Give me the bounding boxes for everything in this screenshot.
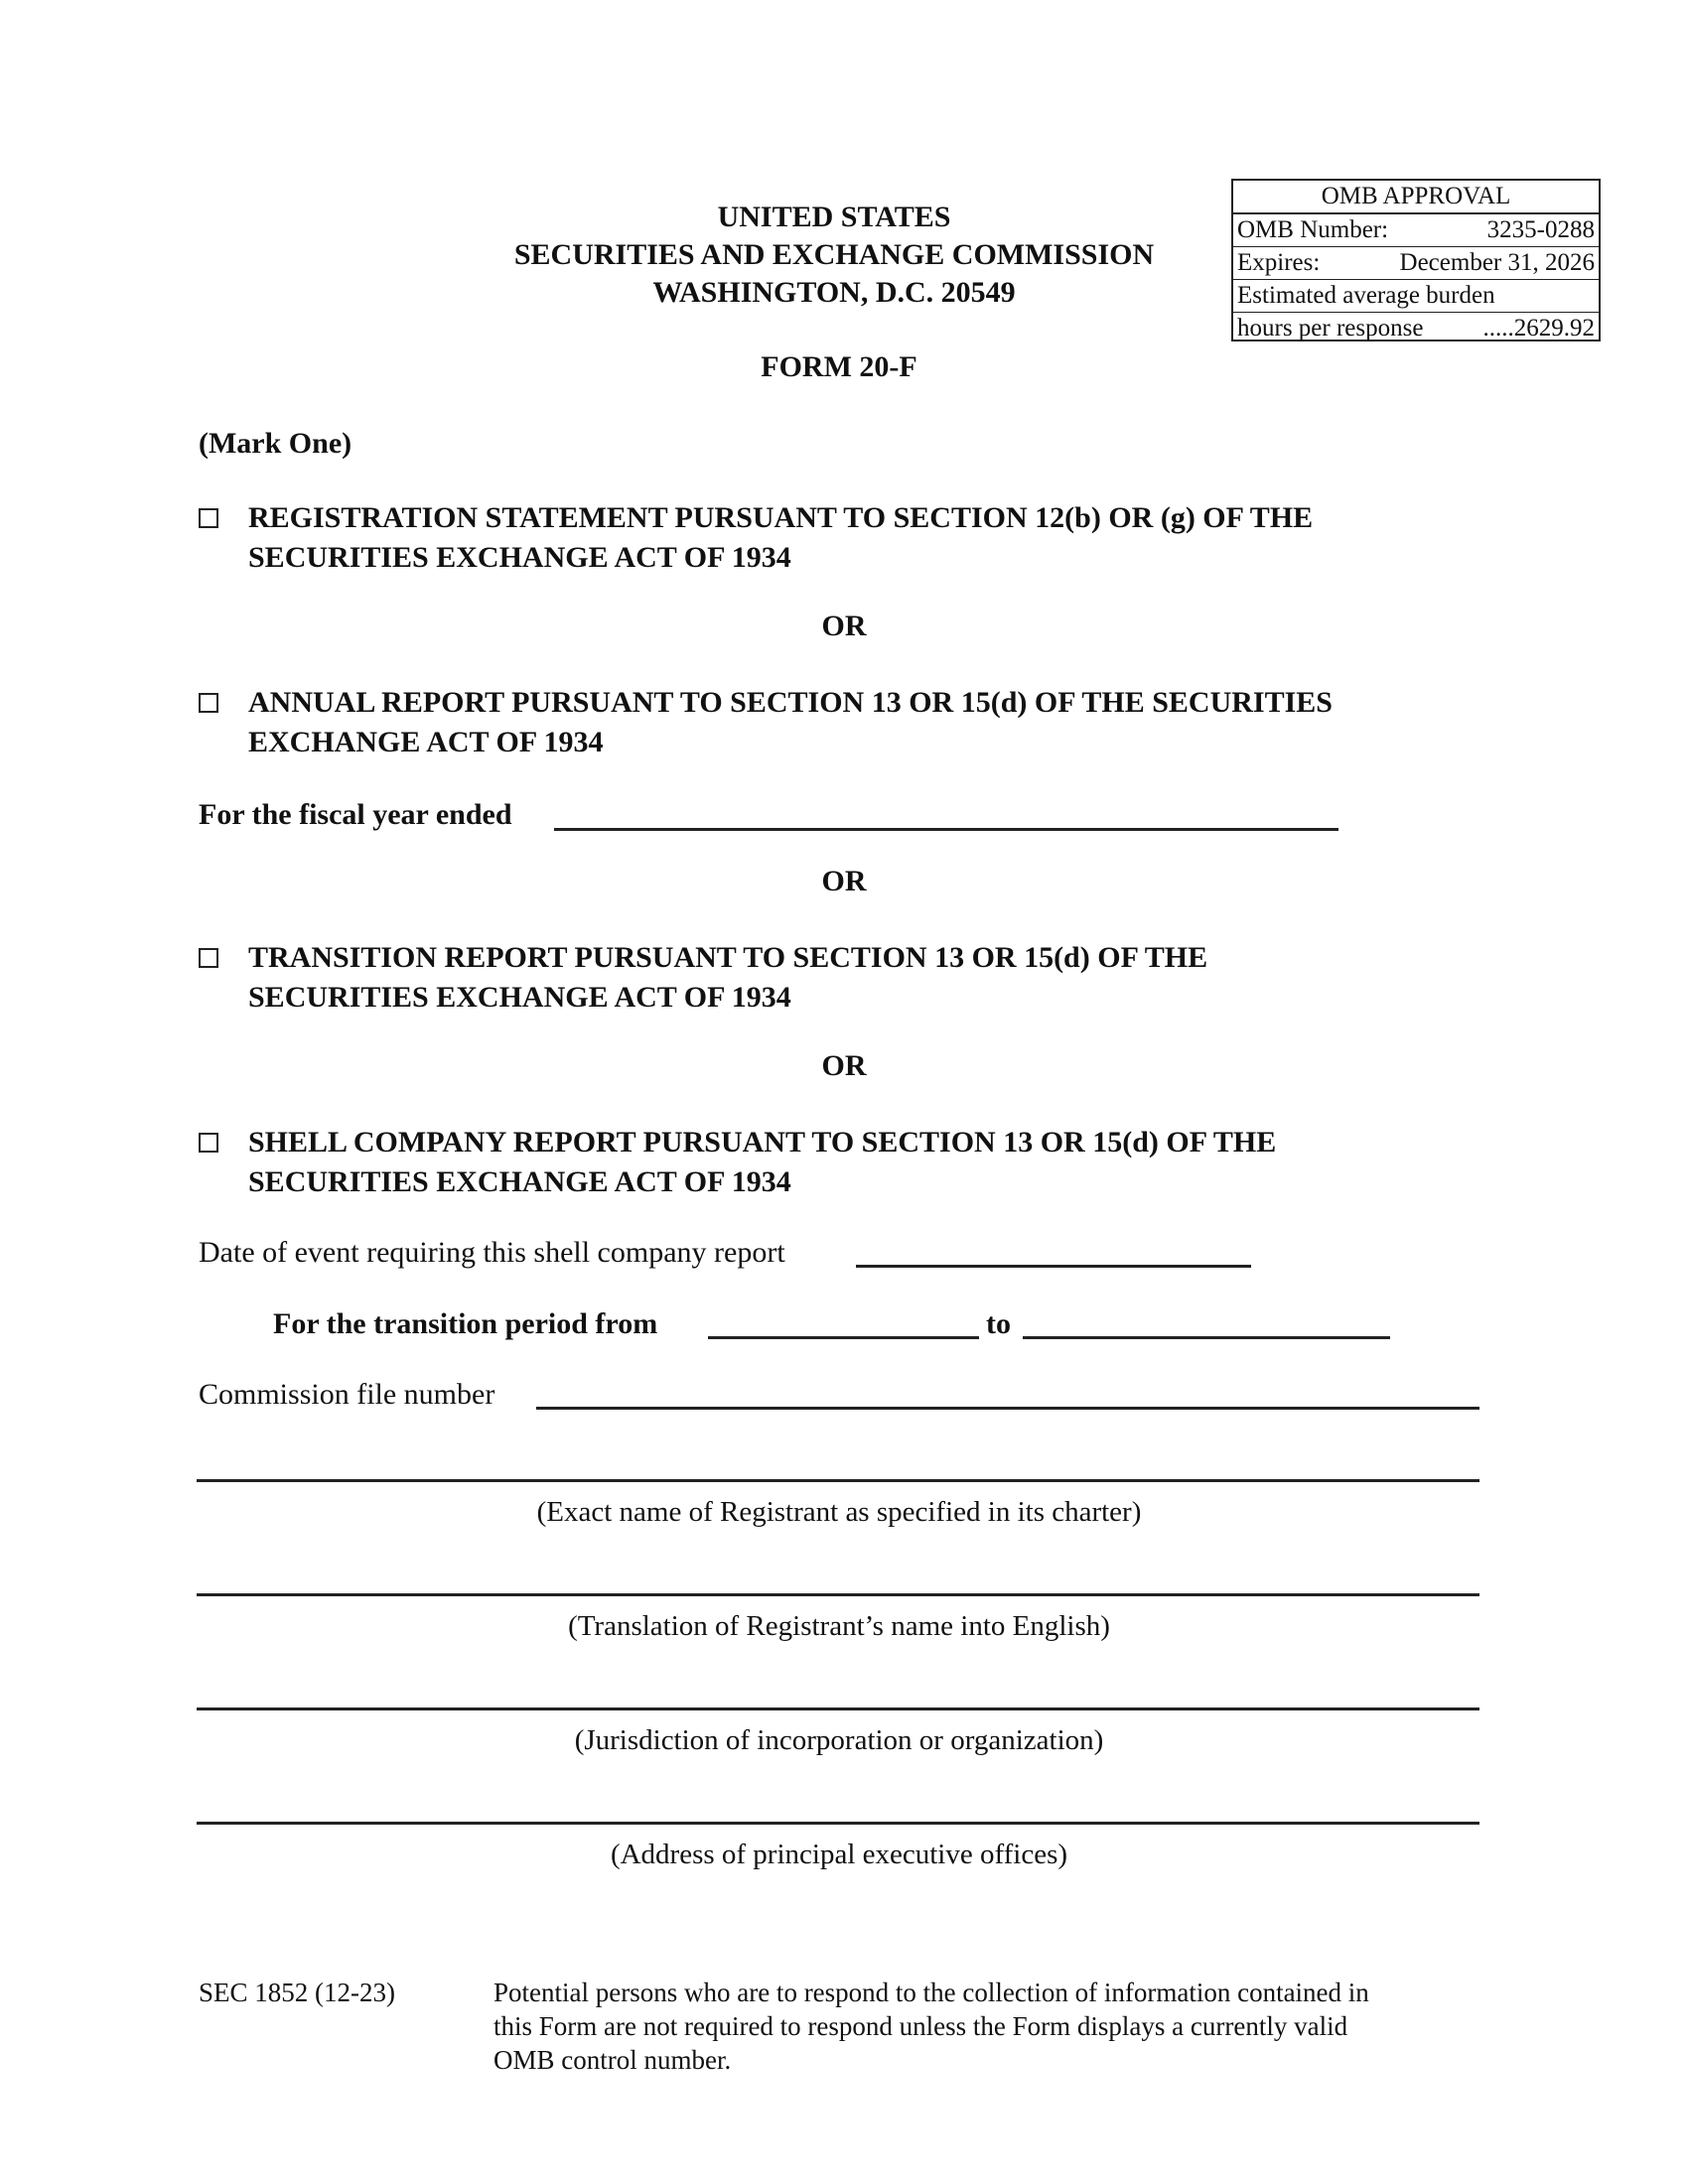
form-code: SEC 1852 (12-23) — [199, 1978, 395, 2007]
or-separator-2: OR — [821, 865, 867, 897]
translation-caption: (Translation of Registrant’s name into English) — [568, 1610, 1110, 1642]
transition-to-label: to — [986, 1307, 1011, 1340]
omb-burden-line2: hours per response — [1237, 315, 1424, 341]
omb-number-label: OMB Number: — [1237, 216, 1389, 243]
omb-notice-line1: Potential persons who are to respond to the collection of information contained in — [493, 1978, 1369, 2007]
or-separator-3: OR — [821, 1049, 867, 1082]
translation-input-line[interactable] — [197, 1593, 1479, 1596]
header-line-3: WASHINGTON, D.C. 20549 — [652, 276, 1016, 309]
mark-one-label: (Mark One) — [199, 427, 352, 460]
checkbox-annual-report[interactable] — [199, 693, 218, 713]
omb-notice-line3: OMB control number. — [493, 2045, 732, 2075]
shell-event-label: Date of event requiring this shell company report — [199, 1236, 785, 1269]
jurisdiction-input-line[interactable] — [197, 1707, 1479, 1710]
omb-burden-row-1 — [1233, 280, 1599, 313]
omb-burden-value-wrap — [1483, 313, 1596, 344]
commission-file-label: Commission file number — [199, 1378, 495, 1411]
omb-expires-label: Expires: — [1237, 249, 1321, 276]
omb-burden-dots: ..... — [1482, 315, 1514, 341]
omb-approval-box — [1231, 179, 1601, 341]
exact-name-caption: (Exact name of Registrant as specified in its charter) — [536, 1496, 1142, 1528]
option-annual-line2: EXCHANGE ACT OF 1934 — [248, 726, 604, 758]
option-shell-company-report[interactable] — [199, 1123, 1529, 1202]
commission-file-input-line[interactable] — [536, 1407, 1479, 1410]
option-annual-line1: ANNUAL REPORT PURSUANT TO SECTION 13 OR 15(d) OF THE SECURITIES — [248, 686, 1333, 719]
address-caption: (Address of principal executive offices) — [610, 1839, 1068, 1870]
omb-burden-line1: Estimated average burden — [1237, 282, 1495, 309]
option-transition-report[interactable] — [199, 938, 1529, 1018]
exact-name-input-line[interactable] — [197, 1479, 1479, 1482]
option-transition-text — [248, 938, 1529, 1018]
shell-event-date-input-line[interactable] — [856, 1265, 1251, 1268]
agency-header — [427, 199, 1241, 312]
omb-expires-row — [1233, 247, 1599, 280]
checkbox-registration[interactable] — [199, 508, 218, 528]
omb-expires-value: December 31, 2026 — [1399, 249, 1595, 276]
fiscal-year-label: For the fiscal year ended — [199, 798, 512, 831]
header-line-1: UNITED STATES — [717, 201, 951, 233]
or-separator-1: OR — [821, 610, 867, 642]
header-line-2: SECURITIES AND EXCHANGE COMMISSION — [513, 238, 1155, 271]
jurisdiction-caption: (Jurisdiction of incorporation or organization) — [574, 1724, 1104, 1756]
option-annual-report[interactable] — [199, 683, 1529, 762]
omb-burden-row-2 — [1233, 313, 1599, 344]
option-registration-statement[interactable] — [199, 498, 1529, 578]
option-shell-line2: SECURITIES EXCHANGE ACT OF 1934 — [248, 1165, 791, 1198]
option-registration-text — [248, 498, 1529, 578]
option-annual-report-text — [248, 683, 1529, 762]
address-input-line[interactable] — [197, 1822, 1479, 1825]
option-registration-line2: SECURITIES EXCHANGE ACT OF 1934 — [248, 541, 791, 574]
omb-notice — [493, 1976, 1496, 2077]
omb-number-value: 3235-0288 — [1486, 216, 1595, 243]
omb-notice-line2: this Form are not required to respond unless the Form displays a currently valid — [493, 2011, 1348, 2041]
transition-from-label: For the transition period from — [273, 1307, 658, 1340]
fiscal-year-input-line[interactable] — [554, 828, 1338, 831]
omb-number-row — [1233, 214, 1599, 247]
option-transition-line1: TRANSITION REPORT PURSUANT TO SECTION 13 OR 15(d) OF THE — [248, 941, 1208, 974]
checkbox-shell-company[interactable] — [199, 1133, 218, 1153]
checkbox-transition-report[interactable] — [199, 948, 218, 968]
omb-approval-title: OMB APPROVAL — [1233, 181, 1599, 214]
form-title: FORM 20-F — [761, 350, 917, 383]
option-shell-text — [248, 1123, 1529, 1202]
omb-burden-value: 2629.92 — [1513, 315, 1595, 341]
option-transition-line2: SECURITIES EXCHANGE ACT OF 1934 — [248, 981, 791, 1014]
transition-to-input-line[interactable] — [1023, 1336, 1390, 1339]
option-registration-line1: REGISTRATION STATEMENT PURSUANT TO SECTION 12(b) OR (g) OF THE — [248, 501, 1314, 534]
option-shell-line1: SHELL COMPANY REPORT PURSUANT TO SECTION 13 OR 15(d) OF THE — [248, 1126, 1277, 1159]
transition-from-input-line[interactable] — [708, 1336, 979, 1339]
